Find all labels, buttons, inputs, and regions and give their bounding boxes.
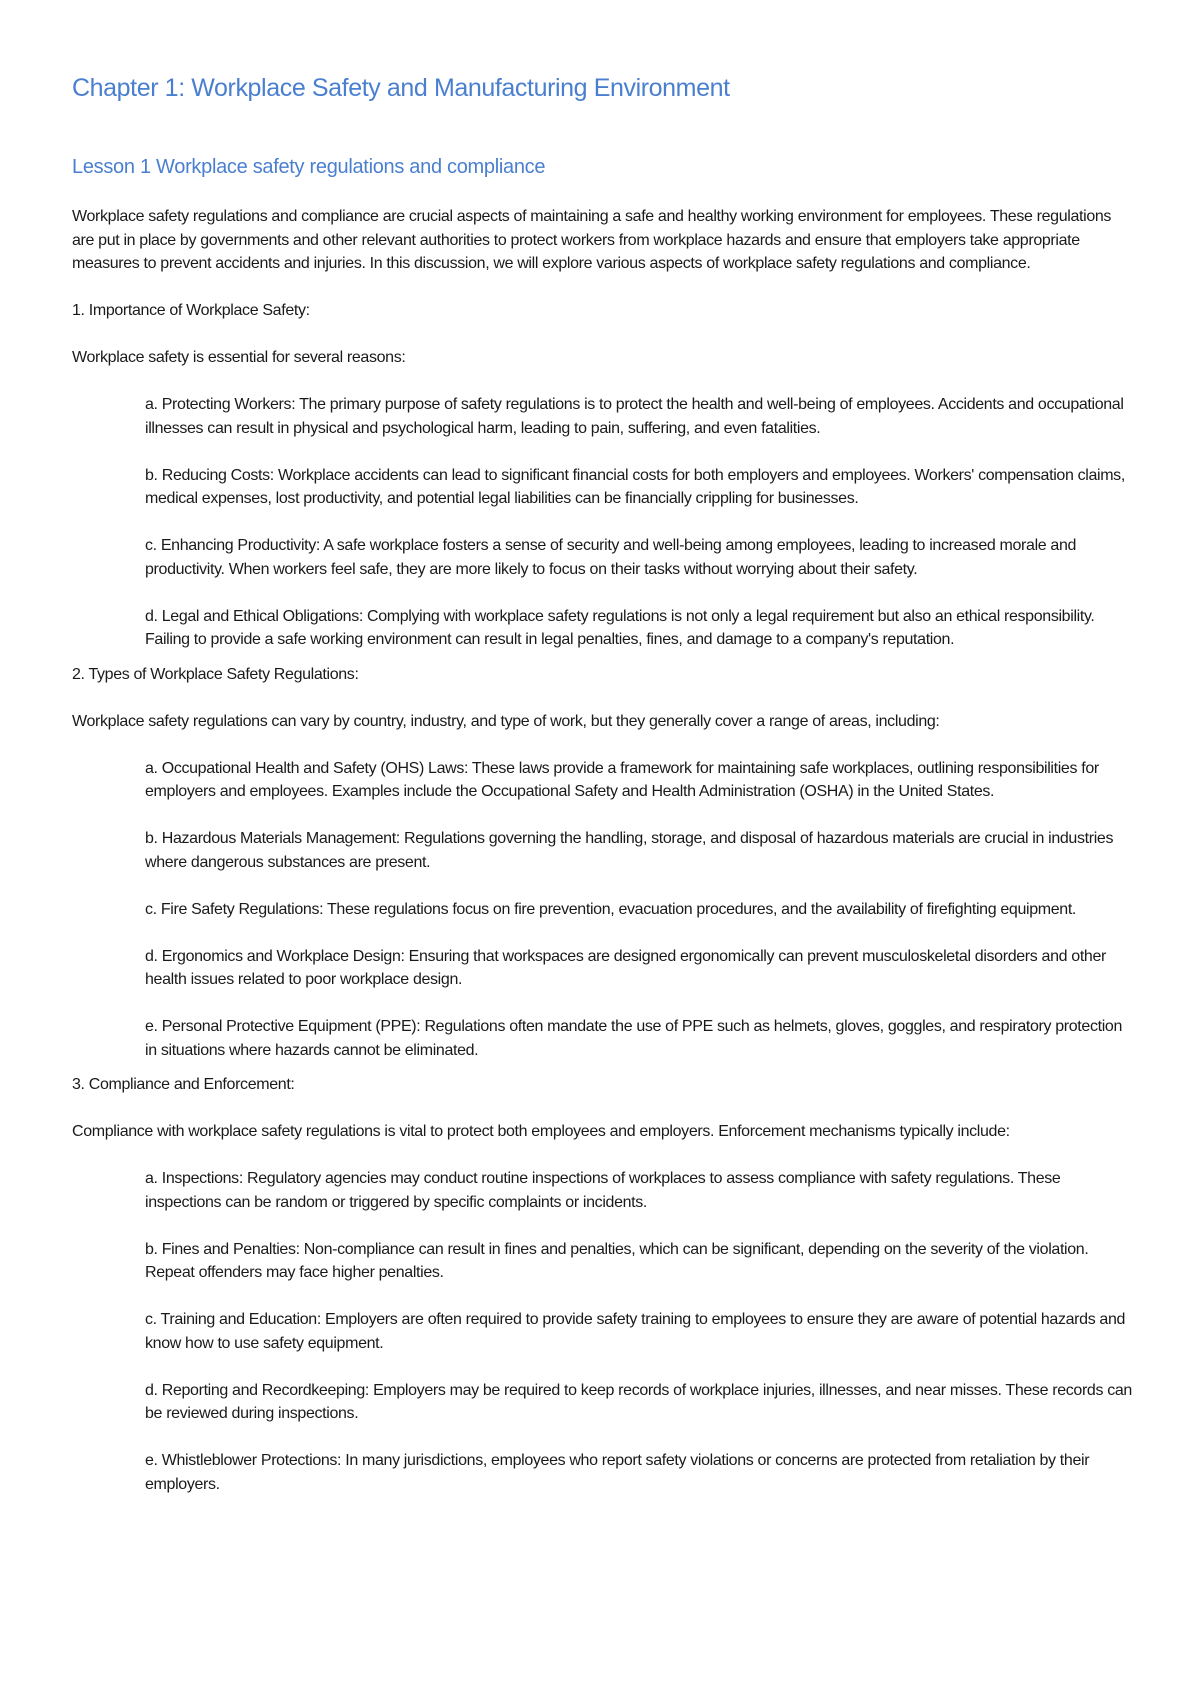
- list-item: b. Reducing Costs: Workplace accidents can lead to significant financial costs for both employers and employees. Workers' compensation claims, medical expenses, lost productivity, and potential legal liabilities can be financially crippling for businesses.: [145, 466, 1125, 507]
- list-item: e. Personal Protective Equipment (PPE): Regulations often mandate the use of PPE such as helmets, gloves, goggles, and respiratory protection in situations where hazards cannot be eliminated.: [145, 1018, 1122, 1059]
- list-item: c. Fire Safety Regulations: These regulations focus on fire prevention, evacuation procedures, and the availability of firefighting equipment.: [145, 900, 1077, 918]
- intro-paragraph: Workplace safety regulations and compliance are crucial aspects of maintaining a safe and healthy working environment for employees. These regulations are put in place by governments and other relevant authorities to protect workers from workplace hazards and ensure that employers take appropriate measures to prevent accidents and injuries. In this discussion, we will explore various aspects of workplace safety regulations and compliance.: [72, 208, 1112, 272]
- lesson-title: Lesson 1 Workplace safety regulations and compliance: [72, 156, 546, 178]
- section-heading: 2. Types of Workplace Safety Regulations:: [72, 665, 359, 683]
- list-item: d. Legal and Ethical Obligations: Complying with workplace safety regulations is not only a legal requirement but also an ethical responsibility. Failing to provide a safe working environment can result in legal penalties, fines, and damage to a company's reputation.: [145, 607, 1095, 648]
- section-heading: 1. Importance of Workplace Safety:: [72, 302, 310, 319]
- list-item: a. Protecting Workers: The primary purpose of safety regulations is to protect the health and well-being of employees. Accidents and occupational illnesses can result in physical and psychological harm, leading to pain, suffering, and even fatalities.: [145, 396, 1124, 437]
- list-item: e. Whistleblower Protections: In many jurisdictions, employees who report safety violations or concerns are protected from retaliation by their employers.: [145, 1452, 1090, 1493]
- list-item: b. Fines and Penalties: Non-compliance can result in fines and penalties, which can be significant, depending on the severity of the violation. Repeat offenders may face higher penalties.: [145, 1240, 1089, 1281]
- list-item: d. Reporting and Recordkeeping: Employers may be required to keep records of workplace injuries, illnesses, and near misses. These records can be reviewed during inspections.: [145, 1381, 1132, 1422]
- list-item: c. Training and Education: Employers are often required to provide safety training to employees to ensure they are aware of potential hazards and know how to use safety equipment.: [145, 1311, 1126, 1352]
- list-item: b. Hazardous Materials Management: Regulations governing the handling, storage, and disposal of hazardous materials are crucial in industries where dangerous substances are present.: [145, 830, 1114, 871]
- section-heading: 3. Compliance and Enforcement:: [72, 1076, 295, 1093]
- section-lead: Compliance with workplace safety regulations is vital to protect both employees and employers. Enforcement mechanisms typically include:: [72, 1123, 1010, 1140]
- list-item: c. Enhancing Productivity: A safe workplace fosters a sense of security and well-being among employees, leading to increased morale and productivity. When workers feel safe, they are more likely to focus on their tasks without worrying about their safety.: [145, 537, 1077, 578]
- section-lead: Workplace safety regulations can vary by country, industry, and type of work, but they generally cover a range of areas, including:: [72, 712, 940, 730]
- list-item: a. Occupational Health and Safety (OHS) Laws: These laws provide a framework for maintaining safe workplaces, outlining responsibilities for employers and employees. Examples include the Occupational Safety and Health Administration (OSHA) in the United States.: [145, 759, 1099, 800]
- chapter-title: Chapter 1: Workplace Safety and Manufacturing Environment: [72, 74, 730, 102]
- list-item: d. Ergonomics and Workplace Design: Ensuring that workspaces are designed ergonomically can prevent musculoskeletal disorders and other health issues related to poor workplace design.: [145, 947, 1106, 988]
- list-item: a. Inspections: Regulatory agencies may conduct routine inspections of workplaces to assess compliance with safety regulations. These inspections can be random or triggered by specific complaints or incidents.: [145, 1170, 1061, 1211]
- document-body: [72, 205, 1136, 1507]
- section-lead: Workplace safety is essential for several reasons:: [72, 349, 406, 366]
